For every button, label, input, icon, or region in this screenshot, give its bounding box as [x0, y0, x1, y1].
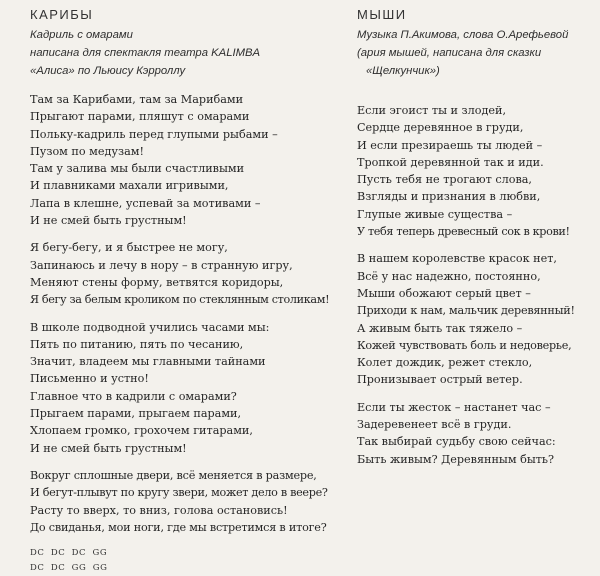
- song-lyrics: [357, 102, 597, 468]
- stanza: [357, 102, 597, 240]
- lyric-line: Пронизывает острый ветер.: [357, 373, 523, 387]
- song-subtitle: [357, 26, 597, 80]
- lyric-line: И бегут-плывут по кругу звери, может дело в веере?: [30, 486, 328, 500]
- lyric-line: Вокруг сплошные двери, всё меняется в размере,: [30, 468, 317, 482]
- lyric-line: А живым быть так тяжело –: [357, 321, 523, 335]
- lyric-line: Значит, владеем мы главными тайнами: [30, 355, 266, 369]
- lyric-line: Пять по питанию, пять по чесанию,: [30, 337, 244, 351]
- subtitle-line: написана для спектакля театра KALIMBA: [30, 47, 261, 59]
- lyric-line: У тебя теперь древесный сок в крови!: [357, 225, 570, 239]
- lyric-line: И не смей быть грустным!: [30, 441, 187, 455]
- chord-line: DC DC DC GG: [30, 548, 108, 559]
- lyric-line: Сердце деревянное в груди,: [357, 121, 524, 135]
- stanza: [30, 239, 345, 308]
- lyric-line: Прыгаем парами, прыгаем парами,: [30, 407, 242, 421]
- chord-pattern: [30, 546, 345, 576]
- lyric-line: И не смей быть грустным!: [30, 214, 187, 228]
- lyric-line: Тропкой деревянной так и иди.: [357, 155, 544, 169]
- lyric-line: Всё у нас надежно, постоянно,: [357, 269, 541, 283]
- song-title: КАРИБЫ: [30, 7, 94, 22]
- lyric-line: Главное что в кадрили с омарами?: [30, 389, 237, 403]
- lyric-line: Там за Карибами, там за Марибами: [30, 93, 244, 106]
- stanza: [30, 91, 345, 229]
- lyric-line: Глупые живые существа –: [357, 207, 513, 221]
- lyric-line: И если презираешь ты людей –: [357, 138, 543, 152]
- subtitle-line: Музыка П.Акимова, слова О.Арефьевой: [357, 29, 569, 41]
- song-lyrics: [30, 91, 345, 536]
- stanza: [30, 319, 345, 457]
- lyric-line: Расту то вверх, то вниз, голова остановись!: [30, 503, 288, 517]
- lyric-line: Если эгоист ты и злодей,: [357, 104, 507, 117]
- lyric-line: Задеревенеет всё в груди.: [357, 418, 512, 432]
- lyric-line: Кожей чувствовать боль и недоверье,: [357, 338, 572, 352]
- lyric-line: Приходи к нам, мальчик деревянный!: [357, 304, 575, 318]
- stanza: [30, 467, 345, 536]
- song-subtitle: [30, 26, 345, 80]
- lyric-line: До свиданья, мои ноги, где мы встретимся в итоге?: [30, 520, 327, 534]
- right-song: [357, 6, 597, 468]
- subtitle-line: Кадриль с омарами: [30, 29, 133, 41]
- subtitle-line: (ария мышей, написана для сказки: [357, 47, 542, 59]
- left-song: [30, 6, 345, 576]
- stanza: [357, 399, 597, 468]
- lyric-line: Я бегу за белым кроликом по стеклянным столикам!: [30, 293, 330, 307]
- stanza: [357, 250, 597, 388]
- lyric-line: Если ты жесток – настанет час –: [357, 400, 551, 414]
- lyric-line: Запинаюсь и лечу в нору – в странную игру,: [30, 258, 293, 272]
- chord-line: DC DC GG GG: [30, 563, 108, 574]
- lyric-line: Мыши обожают серый цвет –: [357, 286, 531, 300]
- lyric-line: Взгляды и признания в любви,: [357, 190, 541, 204]
- song-title: МЫШИ: [357, 7, 407, 22]
- lyric-line: Колет дождик, режет стекло,: [357, 356, 533, 370]
- lyric-line: Так выбирай судьбу свою сейчас:: [357, 435, 556, 449]
- lyric-line: Я бегу-бегу, и я быстрее не могу,: [30, 241, 228, 255]
- subtitle-line: «Щелкунчик»): [366, 65, 440, 77]
- lyric-line: Хлопаем громко, грохочем гитарами,: [30, 424, 253, 438]
- lyric-line: В школе подводной учились часами мы:: [30, 320, 270, 334]
- lyric-line: Лапа в клешне, успевай за мотивами –: [30, 196, 261, 210]
- lyric-line: Быть живым? Деревянным быть?: [357, 452, 555, 466]
- lyric-line: Письменно и устно!: [30, 372, 149, 386]
- lyric-line: Польку-кадриль перед глупыми рыбами –: [30, 127, 278, 141]
- lyric-line: Пузом по медузам!: [30, 144, 144, 158]
- lyric-line: Прыгают парами, пляшут с омарами: [30, 110, 250, 124]
- lyric-line: И плавниками махали игривыми,: [30, 179, 229, 193]
- lyric-line: Меняют стены форму, ветвятся коридоры,: [30, 275, 284, 289]
- subtitle-line: «Алиса» по Льюису Кэрроллу: [30, 65, 186, 77]
- lyric-line: Там у залива мы были счастливыми: [30, 162, 245, 176]
- lyric-line: Пусть тебя не трогают слова,: [357, 173, 532, 187]
- lyric-line: В нашем королевстве красок нет,: [357, 252, 557, 266]
